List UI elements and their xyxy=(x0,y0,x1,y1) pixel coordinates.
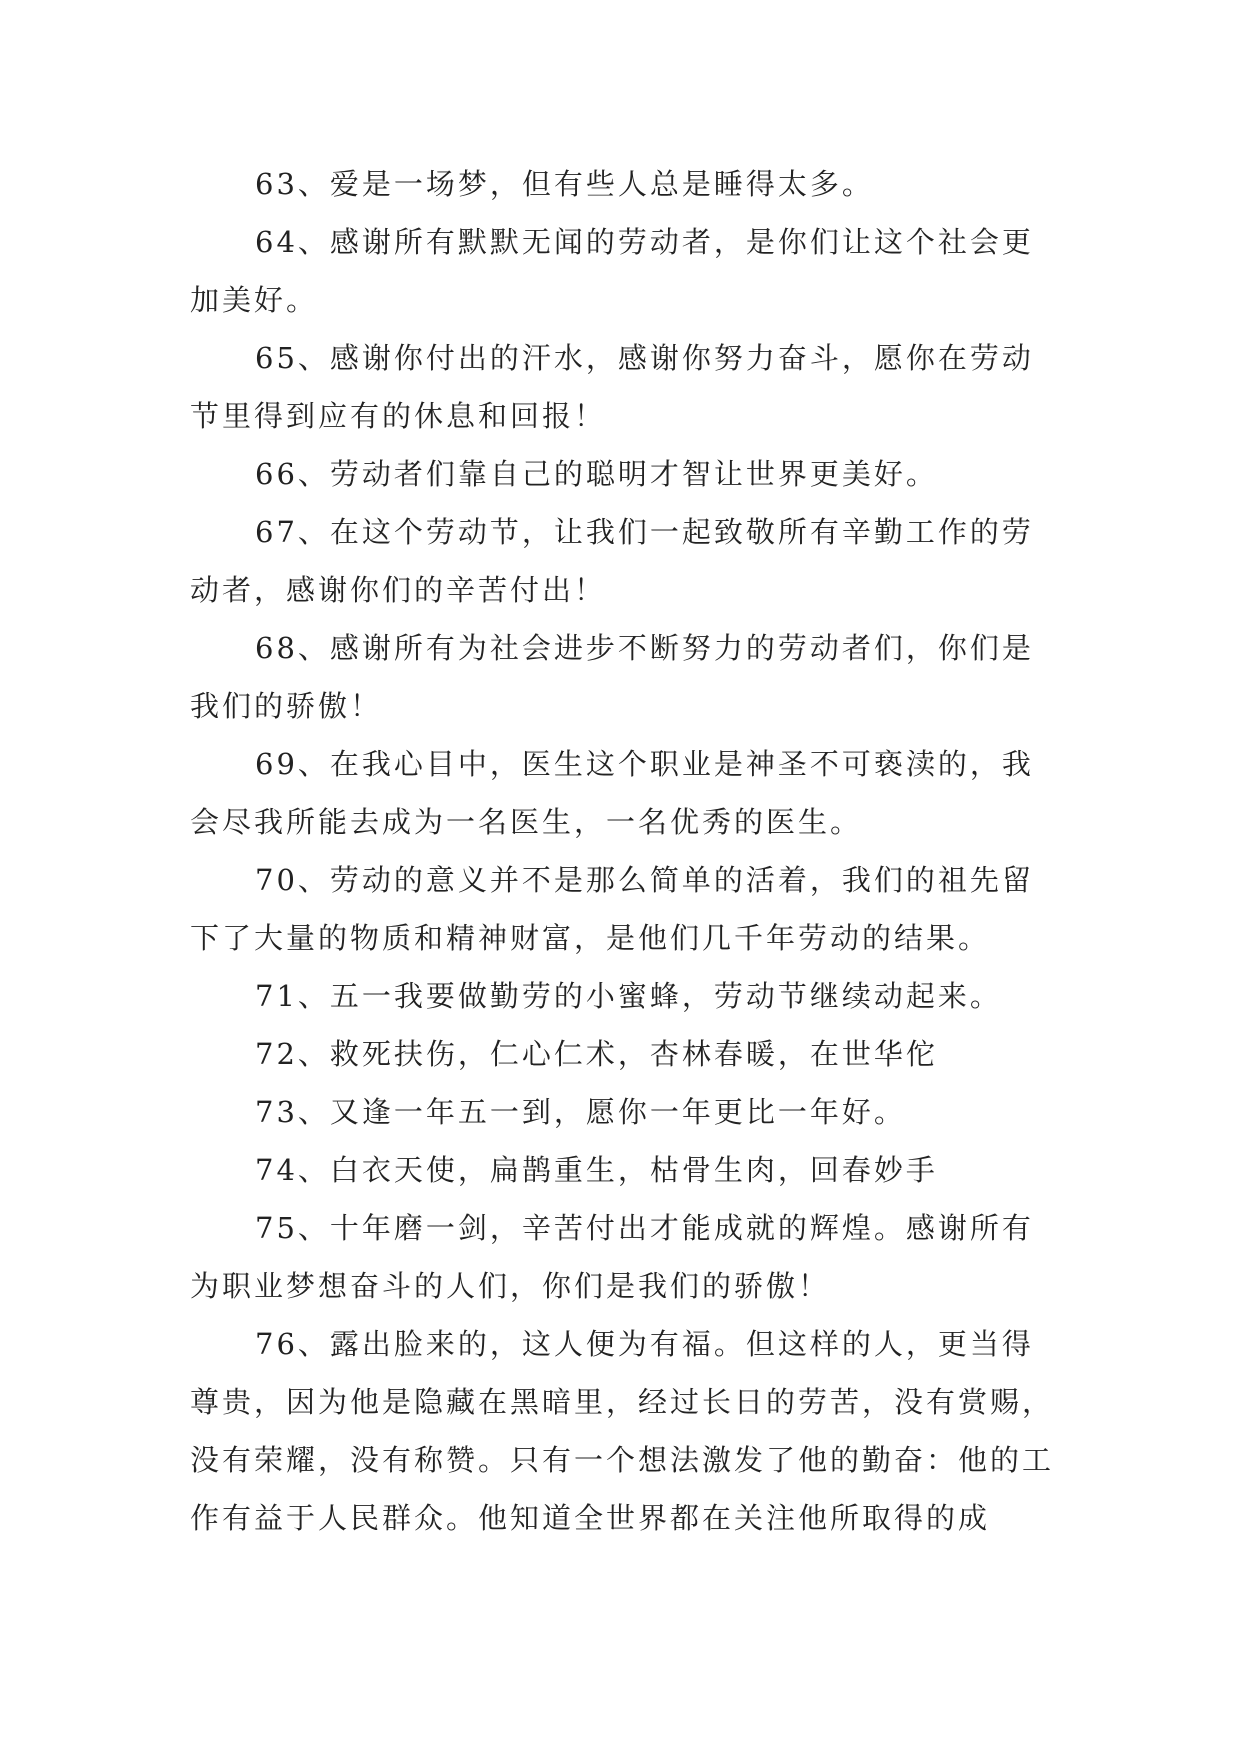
paragraph-70: 70、劳动的意义并不是那么简单的活着，我们的祖先留下了大量的物质和精神财富，是他们几千年劳动的结果。 xyxy=(190,863,1034,955)
paragraph-76: 76、露出脸来的，这人便为有福。但这样的人，更当得尊贵，因为他是隐藏在黑暗里，经过长日的劳苦，没有赏赐，没有荣耀，没有称赞。只有一个想法激发了他的勤奋：他的工作有益于人民群众。他知道全世界都在关注他所取得的成 xyxy=(190,1327,1055,1535)
document-body xyxy=(190,155,1056,1547)
paragraph-74: 74、白衣天使，扁鹊重生，枯骨生肉，回春妙手 xyxy=(255,1153,938,1187)
paragraph-72: 72、救死扶伤，仁心仁术，杏林春暖，在世华佗 xyxy=(255,1037,938,1071)
paragraph-64: 64、感谢所有默默无闻的劳动者，是你们让这个社会更加美好。 xyxy=(190,225,1034,317)
paragraph-69: 69、在我心目中，医生这个职业是神圣不可亵渎的，我会尽我所能去成为一名医生，一名优秀的医生。 xyxy=(190,747,1034,839)
paragraph-68: 68、感谢所有为社会进步不断努力的劳动者们，你们是我们的骄傲！ xyxy=(190,631,1034,723)
paragraph-66: 66、劳动者们靠自己的聪明才智让世界更美好。 xyxy=(255,457,938,491)
paragraph-63: 63、爱是一场梦，但有些人总是睡得太多。 xyxy=(255,167,874,201)
paragraph-75: 75、十年磨一剑，辛苦付出才能成就的辉煌。感谢所有为职业梦想奋斗的人们，你们是我们的骄傲！ xyxy=(190,1211,1034,1303)
paragraph-67: 67、在这个劳动节，让我们一起致敬所有辛勤工作的劳动者，感谢你们的辛苦付出！ xyxy=(190,515,1034,607)
paragraph-71: 71、五一我要做勤劳的小蜜蜂，劳动节继续动起来。 xyxy=(255,979,1002,1013)
paragraph-65: 65、感谢你付出的汗水，感谢你努力奋斗，愿你在劳动节里得到应有的休息和回报！ xyxy=(190,341,1034,433)
paragraph-73: 73、又逢一年五一到，愿你一年更比一年好。 xyxy=(255,1095,906,1129)
